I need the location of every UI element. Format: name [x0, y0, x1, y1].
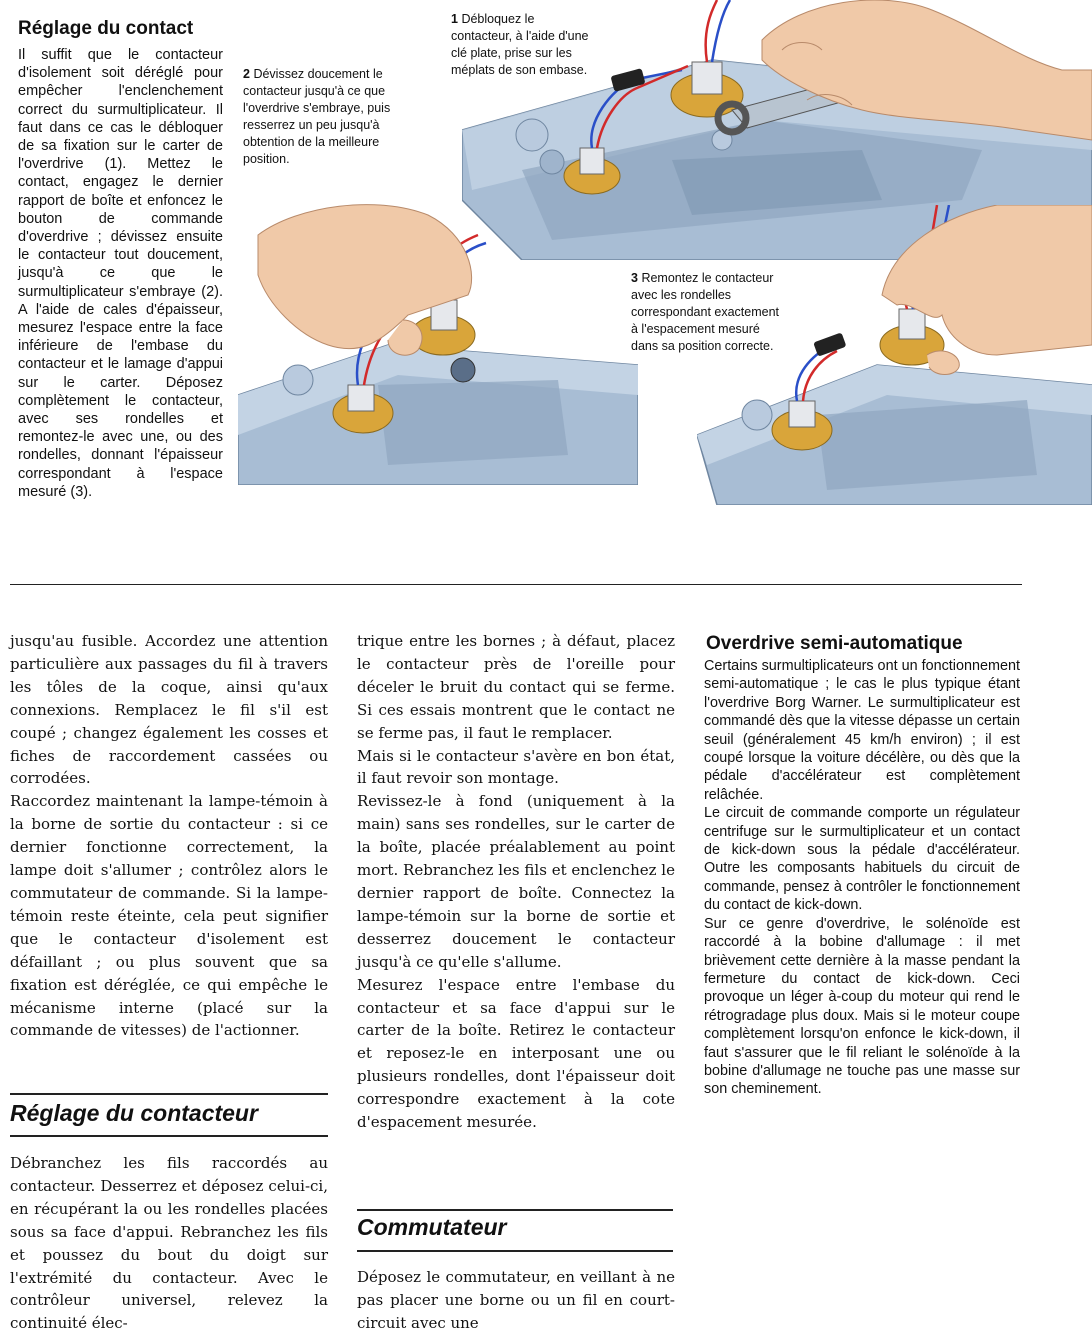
col1-paragraph-2: Raccordez maintenant la lampe-témoin à la borne de sortie du contacteur : si ce dernier fonctionne correctement, la lampe doit s'allumer ; contrôlez alors le commutateur de commande. Si la lampe-témoin reste éteinte, cela peut signifier que le contacteur d'isolement est défaillant ; ou plus souvent que sa fixation est déréglée, ce qui empêche le mécanisme interne (placé sur la commande de vitesses) de l'actionner.: [10, 792, 328, 1040]
illustration-3-remounting-switch: [697, 205, 1092, 505]
intro-paragraph: Il suffit que le contacteur d'isolement soit déréglé pour empêcher l'enclenchement correct du surmultiplicateur. Il faut dans ce cas le débloquer de sa fixation sur le carter de l'overdrive (1). Mettez le contact, engagez le dernier rapport de boîte et enfoncez le bouton de commande d'overdrive ; dévissez ensuite le contacteur tout doucement, jusqu'à ce que le surmultiplicateur s'embraye (2). A l'aide de cales d'épaisseur, mesurez l'espace entre la face inférieure de l'embase du contacteur et le lamage d'appui sur le carter. Déposez complètement le contacteur, avec ses rondelles et remontez-le avec une, ou des rondelles, donnant l'épaisseur correspondant à l'espace mesuré (3).: [18, 47, 223, 500]
col3-paragraph-3: Sur ce genre d'overdrive, le solénoïde est raccordé à la bobine d'allumage : il met brièvement cette dernière à la masse pendant la fermeture du contact de kick-down. Ceci provoque un léger à-coup du moteur qui rend le rétrogradage plus doux. Mais si le moteur coupe complètement lorsqu'on enfonce le kick-down, il faut s'assurer que le fil reliant le solénoïde à la bobine d'allumage ne touche pas une masse sur son cheminement.: [704, 915, 1020, 1098]
illustration-2-hand-unscrewing: [238, 195, 638, 485]
column-1: [10, 630, 328, 1042]
heading-commutateur: Commutateur: [357, 1214, 507, 1240]
column-2-continued: [357, 1266, 675, 1335]
sidebar-text: [704, 657, 1020, 1099]
col1-paragraph-3: Débranchez les fils raccordés au contacteur. Desserrez et déposez celui-ci, en récupérant la ou les rondelles placées sous sa face d'appui. Rebranchez les fils et poussez du bout du doigt sur l'extrémité du contacteur. Avec le contrôleur universel, relevez la continuité élec-: [10, 1154, 328, 1333]
column-2: [357, 630, 675, 1134]
caption-2-text: Dévissez doucement le contacteur jusqu'à ce que l'overdrive s'embraye, puis resserrez un peu jusqu'à obtention de la meilleure position.: [243, 67, 391, 166]
col2-paragraph-5: Déposez le commutateur, en veillant à ne pas placer une borne ou un fil en court-circuit avec une: [357, 1268, 675, 1332]
caption-3-number: 3: [631, 271, 638, 285]
heading-rule-bottom: [10, 1135, 328, 1137]
col2-paragraph-4: Mesurez l'espace entre l'embase du contacteur et sa face d'appui sur le carter de la boîte. Retirez le contacteur et reposez-le en interposant une ou plusieurs rondelles, dont l'épaisseur doit correspondre exactement à la cote d'espacement mesurée.: [357, 975, 675, 1132]
caption-1-number: 1: [451, 12, 458, 26]
col3-paragraph-1: Certains surmultiplicateurs ont un fonctionnement semi-automatique ; le cas le plus typique étant l'overdrive Borg Warner. Le surmultiplicateur est commandé dès que la vitesse dépasse un certain seuil (généralement 45 km/h environ) ; il est coupé lorsque la voiture décélère, ou dès que la pédale d'accélérateur est complètement relâchée.: [704, 658, 1020, 803]
intro-text: [18, 46, 223, 501]
col2-paragraph-2: Mais si le contacteur s'avère en bon état, il faut revoir son montage.: [357, 746, 675, 788]
caption-1-text: Débloquez le contacteur, à l'aide d'une clé plate, prise sur les méplats de son embase.: [451, 12, 589, 77]
sidebar-title: Overdrive semi-automatique: [706, 633, 963, 654]
section-divider: [10, 584, 1022, 585]
caption-3-text: Remontez le contacteur avec les rondelles correspondant exactement à l'espacement mesuré dans sa position correcte.: [631, 271, 780, 353]
heading-rule-bottom-2: [357, 1250, 673, 1252]
column-1-continued: [10, 1152, 328, 1335]
col2-paragraph-3: Revissez-le à fond (uniquement à la main) sans ses rondelles, sur le carter de la boîte, placée préalablement au point mort. Rebranchez les fils et enclenchez le dernier rapport de boîte. Connectez la lampe-témoin sur la borne de sortie et desserrez doucement le contacteur jusqu'à ce qu'elle s'allume.: [357, 792, 675, 971]
col1-paragraph-1: jusqu'au fusible. Accordez une attention particulière aux passages du fil à travers les tôles de la coque, ainsi qu'aux connexions. Remplacez le fil s'il est coupé ; changez également les cosses et fiches de raccordement cassées ou corrodées.: [10, 632, 328, 788]
caption-2: [243, 66, 391, 168]
heading-reglage-contacteur: Réglage du contacteur: [10, 1100, 258, 1126]
heading-rule-top: [10, 1093, 328, 1095]
col3-paragraph-2: Le circuit de commande comporte un régulateur centrifuge sur le surmultiplicateur et un contact de kick-down sous la pédale d'accélérateur. Outre les composants habituels du circuit de commande, pensez à contrôler le fonctionnement du contact de kick-down.: [704, 805, 1020, 914]
col2-paragraph-1: trique entre les bornes ; à défaut, placez le contacteur près de l'oreille pour déceler le bruit du contact qui se ferme. Si ces essais montrent que le contact ne se ferme pas, il faut le remplacer.: [357, 632, 675, 742]
caption-2-number: 2: [243, 67, 250, 81]
heading-rule-top-2: [357, 1209, 673, 1211]
section-title: Réglage du contact: [18, 18, 194, 39]
